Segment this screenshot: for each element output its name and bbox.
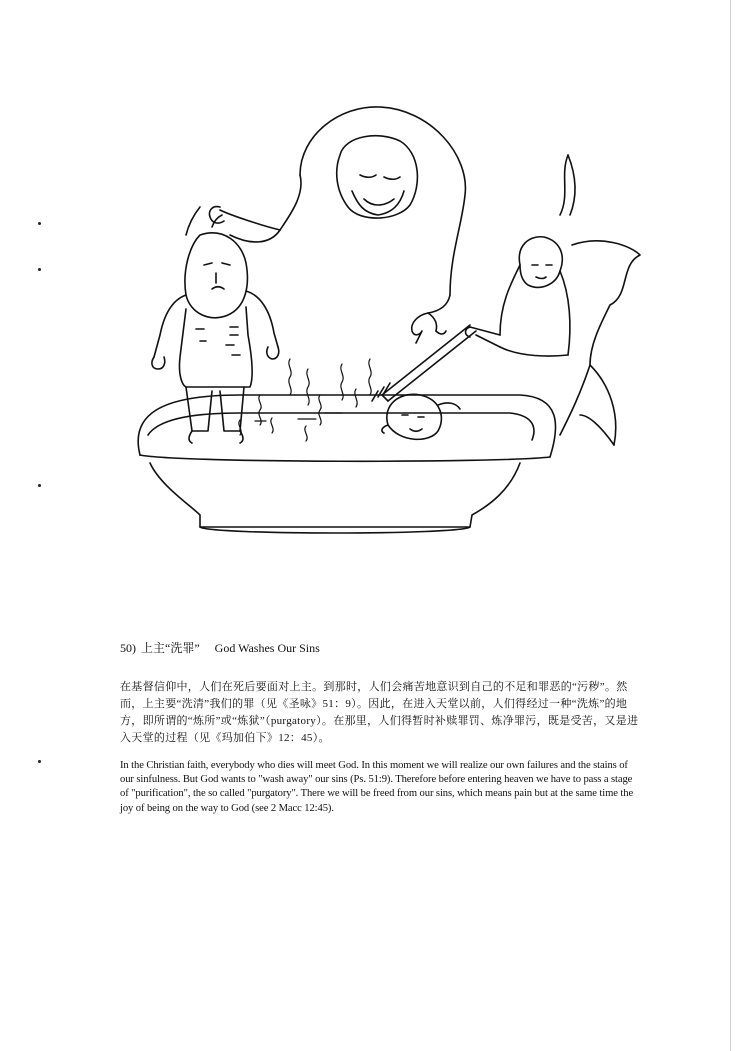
caption-number: 50): [120, 641, 136, 655]
caption-chinese-title: 上主“洗罪”: [141, 641, 200, 655]
water-lines: [239, 359, 371, 441]
caption-english-title: God Washes Our Sins: [214, 641, 320, 655]
scan-mark: [38, 222, 41, 225]
bathtub-icon: [138, 395, 555, 533]
person-in-tub-icon: [382, 394, 460, 439]
caption: [120, 640, 660, 656]
angel-icon: [466, 155, 641, 445]
scan-mark: [38, 760, 41, 763]
scrub-brush-icon: [372, 325, 476, 401]
scan-edge: [730, 0, 731, 1051]
scan-mark: [38, 484, 41, 487]
god-figure-icon: [209, 107, 465, 343]
chinese-paragraph: 在基督信仰中，人们在死后要面对上主。到那时，人们会痛苦地意识到自己的不足和罪恶的“污秽”。然而，上主要“洗清”我们的罪（见《圣咏》51：9）。因此，在进入天堂以前，人们得经过一种“洗炼”的地方，即所谓的“炼所”或“炼狱”（purgatory）。在那里，人们得暂时补赎罪罚、炼净罪污，既是受苦，又是进入天堂的过程（见《玛加伯下》12：45）。: [120, 681, 639, 744]
scan-mark: [38, 268, 41, 271]
english-paragraph: In the Christian faith, everybody who dies will meet God. In this moment we will realize our own failures and the stains of our sinfulness. But God wants to "wash away" our sins (Ps. 51:9). Therefore before entering heaven we have to pass a stage of "purification", the so called "purgatory". There we will be freed from our sins, which means pain but at the same time the joy of being on the way to God (see 2 Macc 12:45).: [120, 759, 634, 814]
illustration: [120, 95, 660, 550]
